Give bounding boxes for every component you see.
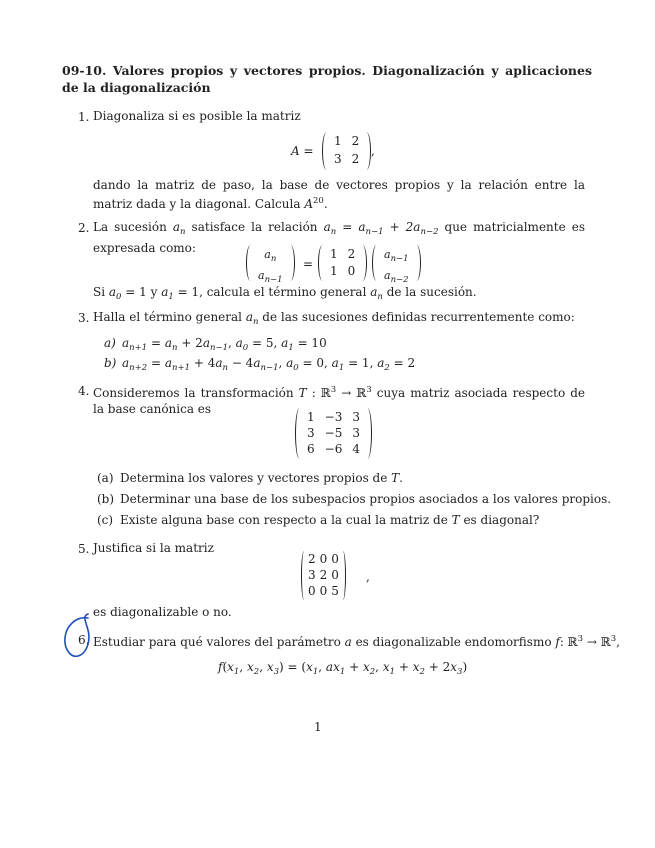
matrix-cell: 2 — [347, 247, 356, 261]
matrix-cell: 3 — [308, 568, 316, 582]
problem-4-text: Consideremos la transformación T : ℝ$^3$ → ℝ$^3$ cuya matriz asociada respecto de la base canónica es — [93, 385, 585, 416]
matrix-cell: 3 — [307, 426, 315, 440]
problem-1-lhs: A = — [291, 144, 314, 158]
matrix-cell: 0 — [347, 263, 356, 278]
matrix-cell: 4 — [352, 442, 360, 456]
matrix-5 — [301, 551, 346, 600]
problem-1-number: 1. — [78, 110, 90, 124]
matrix-cell: $a_{n-1}$ — [258, 269, 283, 285]
matrix-cell: 6 — [307, 442, 315, 456]
item-4b-label: (b) — [97, 492, 115, 506]
matrix-cell: 0 — [308, 584, 316, 598]
matrix-cell: $a_n$ — [264, 248, 277, 264]
matrix-cell: 5 — [331, 584, 339, 598]
equals-sign: = — [303, 257, 314, 271]
matrix-cell: −5 — [324, 426, 343, 440]
problem-6-text: Estudiar para qué valores del parámetro a es diagonalizable endomorfismo f: ℝ$^3$ → ℝ$^3$, — [93, 634, 620, 649]
item-4a-text: Determina los valores y vectores propios de T. — [120, 471, 403, 485]
matrix-cell: 2 — [308, 552, 316, 566]
matrix-t — [295, 408, 372, 459]
matrix-cell: 1 — [334, 134, 342, 148]
matrix-cell: 2 — [351, 134, 360, 148]
matrix-a — [322, 132, 371, 170]
matrix-cell: 0 — [319, 584, 328, 598]
matrix-cell: $a_{n-1}$ — [384, 248, 409, 264]
matrix-cell: $a_{n-2}$ — [384, 269, 409, 285]
problem-1-text: dando la matriz de paso, la base de vectores propios y la relación entre la matriz dada y la diagonal. Calcula $A^{20}$. — [93, 178, 585, 211]
item-b-formula: $a_{n+2} = a_{n+1} + 4a_n - 4a_{n-1}$, $a_0 = 0$, $a_1 = 1$, $a_2 = 2$ — [122, 356, 416, 373]
problem-6-number: 6. — [78, 633, 90, 647]
problem-3-text: Halla el término general $a_n$ de las sucesiones definidas recurrentemente como: — [93, 310, 575, 327]
problem-5-end: es diagonalizable o no. — [93, 605, 232, 619]
problem-2-number: 2. — [78, 221, 90, 235]
matrix-cell: 1 — [330, 247, 338, 261]
matrix-cell: −3 — [324, 410, 343, 424]
problem-4-number: 4. — [78, 384, 90, 398]
problem-6-formula: $f(x_1$, $x_2$, $x_3) = (x_1$, $ax_1 + x_2$, $x_1 + x_2 + 2x_3$) — [218, 660, 468, 677]
matrix-cell: 1 — [307, 410, 315, 424]
item-a-label: a) — [104, 336, 116, 350]
comma: , — [371, 144, 375, 158]
matrix-cell: 3 — [352, 426, 360, 440]
comma: , — [366, 570, 370, 584]
page-number: 1 — [314, 720, 322, 734]
vector-left — [246, 245, 295, 285]
problem-5-intro: Justifica si la matriz — [93, 541, 214, 555]
item-b-label: b) — [104, 356, 117, 370]
problem-2-text: La sucesión $a_n$ satisface la relación $a_n = a_{n-1} + 2a_{n-2}$ que matricialmente es expresada como: — [93, 220, 585, 255]
matrix-cell: 0 — [331, 568, 339, 582]
problem-1-intro: Diagonaliza si es posible la matriz — [93, 109, 301, 123]
vector-right — [372, 245, 421, 285]
problem-3-number: 3. — [78, 311, 90, 325]
matrix-cell: 2 — [351, 151, 360, 166]
item-4c-label: (c) — [97, 513, 114, 527]
item-4a-label: (a) — [97, 471, 114, 485]
item-4b-text: Determinar una base de los subespacios propios asociados a los valores propios. — [120, 492, 612, 506]
matrix-cell: 1 — [330, 263, 338, 278]
page-title: 09-10. Valores propios y vectores propios. Diagonalización y aplicaciones de la diagonalización — [62, 63, 592, 95]
handwritten-circle-icon — [58, 612, 98, 662]
item-a-formula: $a_{n+1} = a_n + 2a_{n-1}$, $a_0 = 5$, $a_1 = 10$ — [122, 336, 327, 353]
matrix-cell: 3 — [334, 151, 342, 166]
matrix-cell: 0 — [331, 552, 339, 566]
problem-5-number: 5. — [78, 542, 90, 556]
matrix-cell: −6 — [324, 442, 343, 456]
problem-2-condition: Si $a_0 = 1$ y $a_1 = 1$, calcula el término general $a_n$ de la sucesión. — [93, 285, 477, 302]
matrix-cell: 3 — [352, 410, 360, 424]
item-4c-text: Existe alguna base con respecto a la cual la matriz de T es diagonal? — [120, 513, 540, 527]
matrix-recurrence — [318, 245, 367, 281]
matrix-cell: 0 — [319, 552, 328, 566]
matrix-cell: 2 — [319, 568, 328, 582]
